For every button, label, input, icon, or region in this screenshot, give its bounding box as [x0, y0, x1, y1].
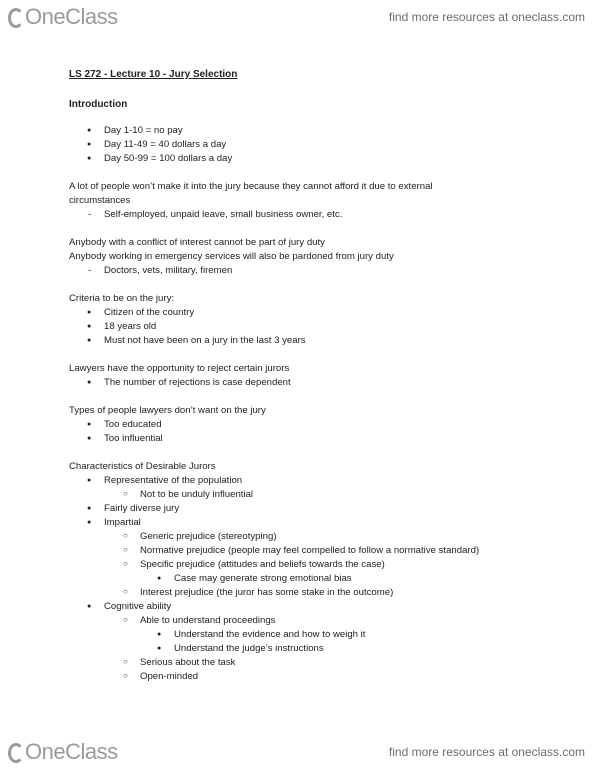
list-item: ○ Specific prejudice (attitudes and beliefs towards the case) [69, 558, 569, 572]
circle-bullet-icon [123, 530, 128, 544]
list-item: ○ Generic prejudice (stereotyping) [69, 530, 569, 544]
list-item: ○ Open-minded [69, 670, 569, 684]
list-item: ● Citizen of the country [69, 306, 569, 320]
list-item: ● Must not have been on a jury in the last 3 years [69, 334, 569, 348]
list-item: ● The number of rejections is case dependent [69, 376, 569, 390]
circle-bullet-icon [123, 656, 128, 670]
list-item: ○ Interest prejudice (the juror has some stake in the outcome) [69, 586, 569, 600]
list-item: ● Impartial [69, 516, 569, 530]
conflict-paragraph: Anybody with a conflict of interest cannot be part of jury duty [69, 237, 325, 248]
list-item: ● Understand the evidence and how to weigh it [69, 628, 569, 642]
oneclass-logo-footer: OneClass [8, 739, 118, 765]
bullet-icon [157, 572, 161, 587]
list-item: ● Representative of the population [69, 474, 569, 488]
intro-heading: Introduction [69, 99, 128, 110]
bullet-icon [87, 124, 91, 139]
types-paragraph: Types of people lawyers don’t want on the jury [69, 405, 266, 416]
bullet-icon [87, 320, 91, 335]
bullet-icon [87, 474, 91, 489]
list-item: ● Day 1-10 = no pay [69, 124, 569, 138]
list-item: ● Too educated [69, 418, 569, 432]
criteria-paragraph: Criteria to be on the jury: [69, 293, 175, 304]
list-item: ○ Serious about the task [69, 656, 569, 670]
list-item: ○ Not to be unduly influential [69, 488, 569, 502]
list-item: ○ Normative prejudice (people may feel compelled to follow a normative standard) [69, 544, 569, 558]
list-item: - Self-employed, unpaid leave, small business owner, etc. [69, 208, 569, 222]
bullet-icon [157, 628, 161, 643]
emergency-paragraph: Anybody working in emergency services will also be pardoned from jury duty [69, 251, 394, 262]
header-tagline[interactable]: find more resources at oneclass.com [388, 10, 585, 24]
list-item: - Doctors, vets, military, firemen [69, 264, 569, 278]
bullet-icon [157, 642, 161, 657]
bullet-icon [87, 418, 91, 433]
list-item: ● Cognitive ability [69, 600, 569, 614]
circle-bullet-icon [123, 614, 128, 628]
list-item: ● Too influential [69, 432, 569, 446]
desirable-list [69, 474, 569, 684]
bullet-icon [87, 138, 91, 153]
circle-bullet-icon [123, 586, 128, 600]
circle-bullet-icon [123, 558, 128, 572]
bullet-icon [87, 376, 91, 391]
list-item: ● 18 years old [69, 320, 569, 334]
oneclass-logo-icon [8, 743, 24, 763]
bullet-icon [87, 152, 91, 167]
reject-list [69, 376, 569, 390]
list-item: ● Day 50-99 = 100 dollars a day [69, 152, 569, 166]
list-item: ○ Able to understand proceedings [69, 614, 569, 628]
lecture-notes [69, 68, 569, 684]
bullet-icon [87, 516, 91, 531]
afford-paragraph: A lot of people won’t make it into the jury because they cannot afford it due to external circumstances [69, 181, 433, 206]
list-item: ● Fairly diverse jury [69, 502, 569, 516]
footer-tagline[interactable]: find more resources at oneclass.com [388, 745, 585, 759]
list-item: ● Day 11-49 = 40 dollars a day [69, 138, 569, 152]
reject-paragraph: Lawyers have the opportunity to reject certain jurors [69, 363, 290, 374]
criteria-list [69, 306, 569, 348]
bullet-icon [87, 600, 91, 615]
list-item: ● Case may generate strong emotional bias [69, 572, 569, 586]
pay-list [69, 124, 569, 166]
desirable-paragraph: Characteristics of Desirable Jurors [69, 461, 216, 472]
circle-bullet-icon [123, 544, 128, 558]
page-title: LS 272 - Lecture 10 - Jury Selection [69, 69, 238, 80]
bullet-icon [87, 306, 91, 321]
bullet-icon [87, 502, 91, 517]
oneclass-logo-icon [8, 8, 24, 28]
dash-icon [88, 264, 91, 278]
dash-icon [88, 208, 91, 222]
circle-bullet-icon [123, 488, 128, 502]
types-list [69, 418, 569, 446]
circle-bullet-icon [123, 670, 128, 684]
list-item: ● Understand the judge’s instructions [69, 642, 569, 656]
oneclass-logo: OneClass [8, 4, 118, 30]
bullet-icon [87, 334, 91, 349]
bullet-icon [87, 432, 91, 447]
